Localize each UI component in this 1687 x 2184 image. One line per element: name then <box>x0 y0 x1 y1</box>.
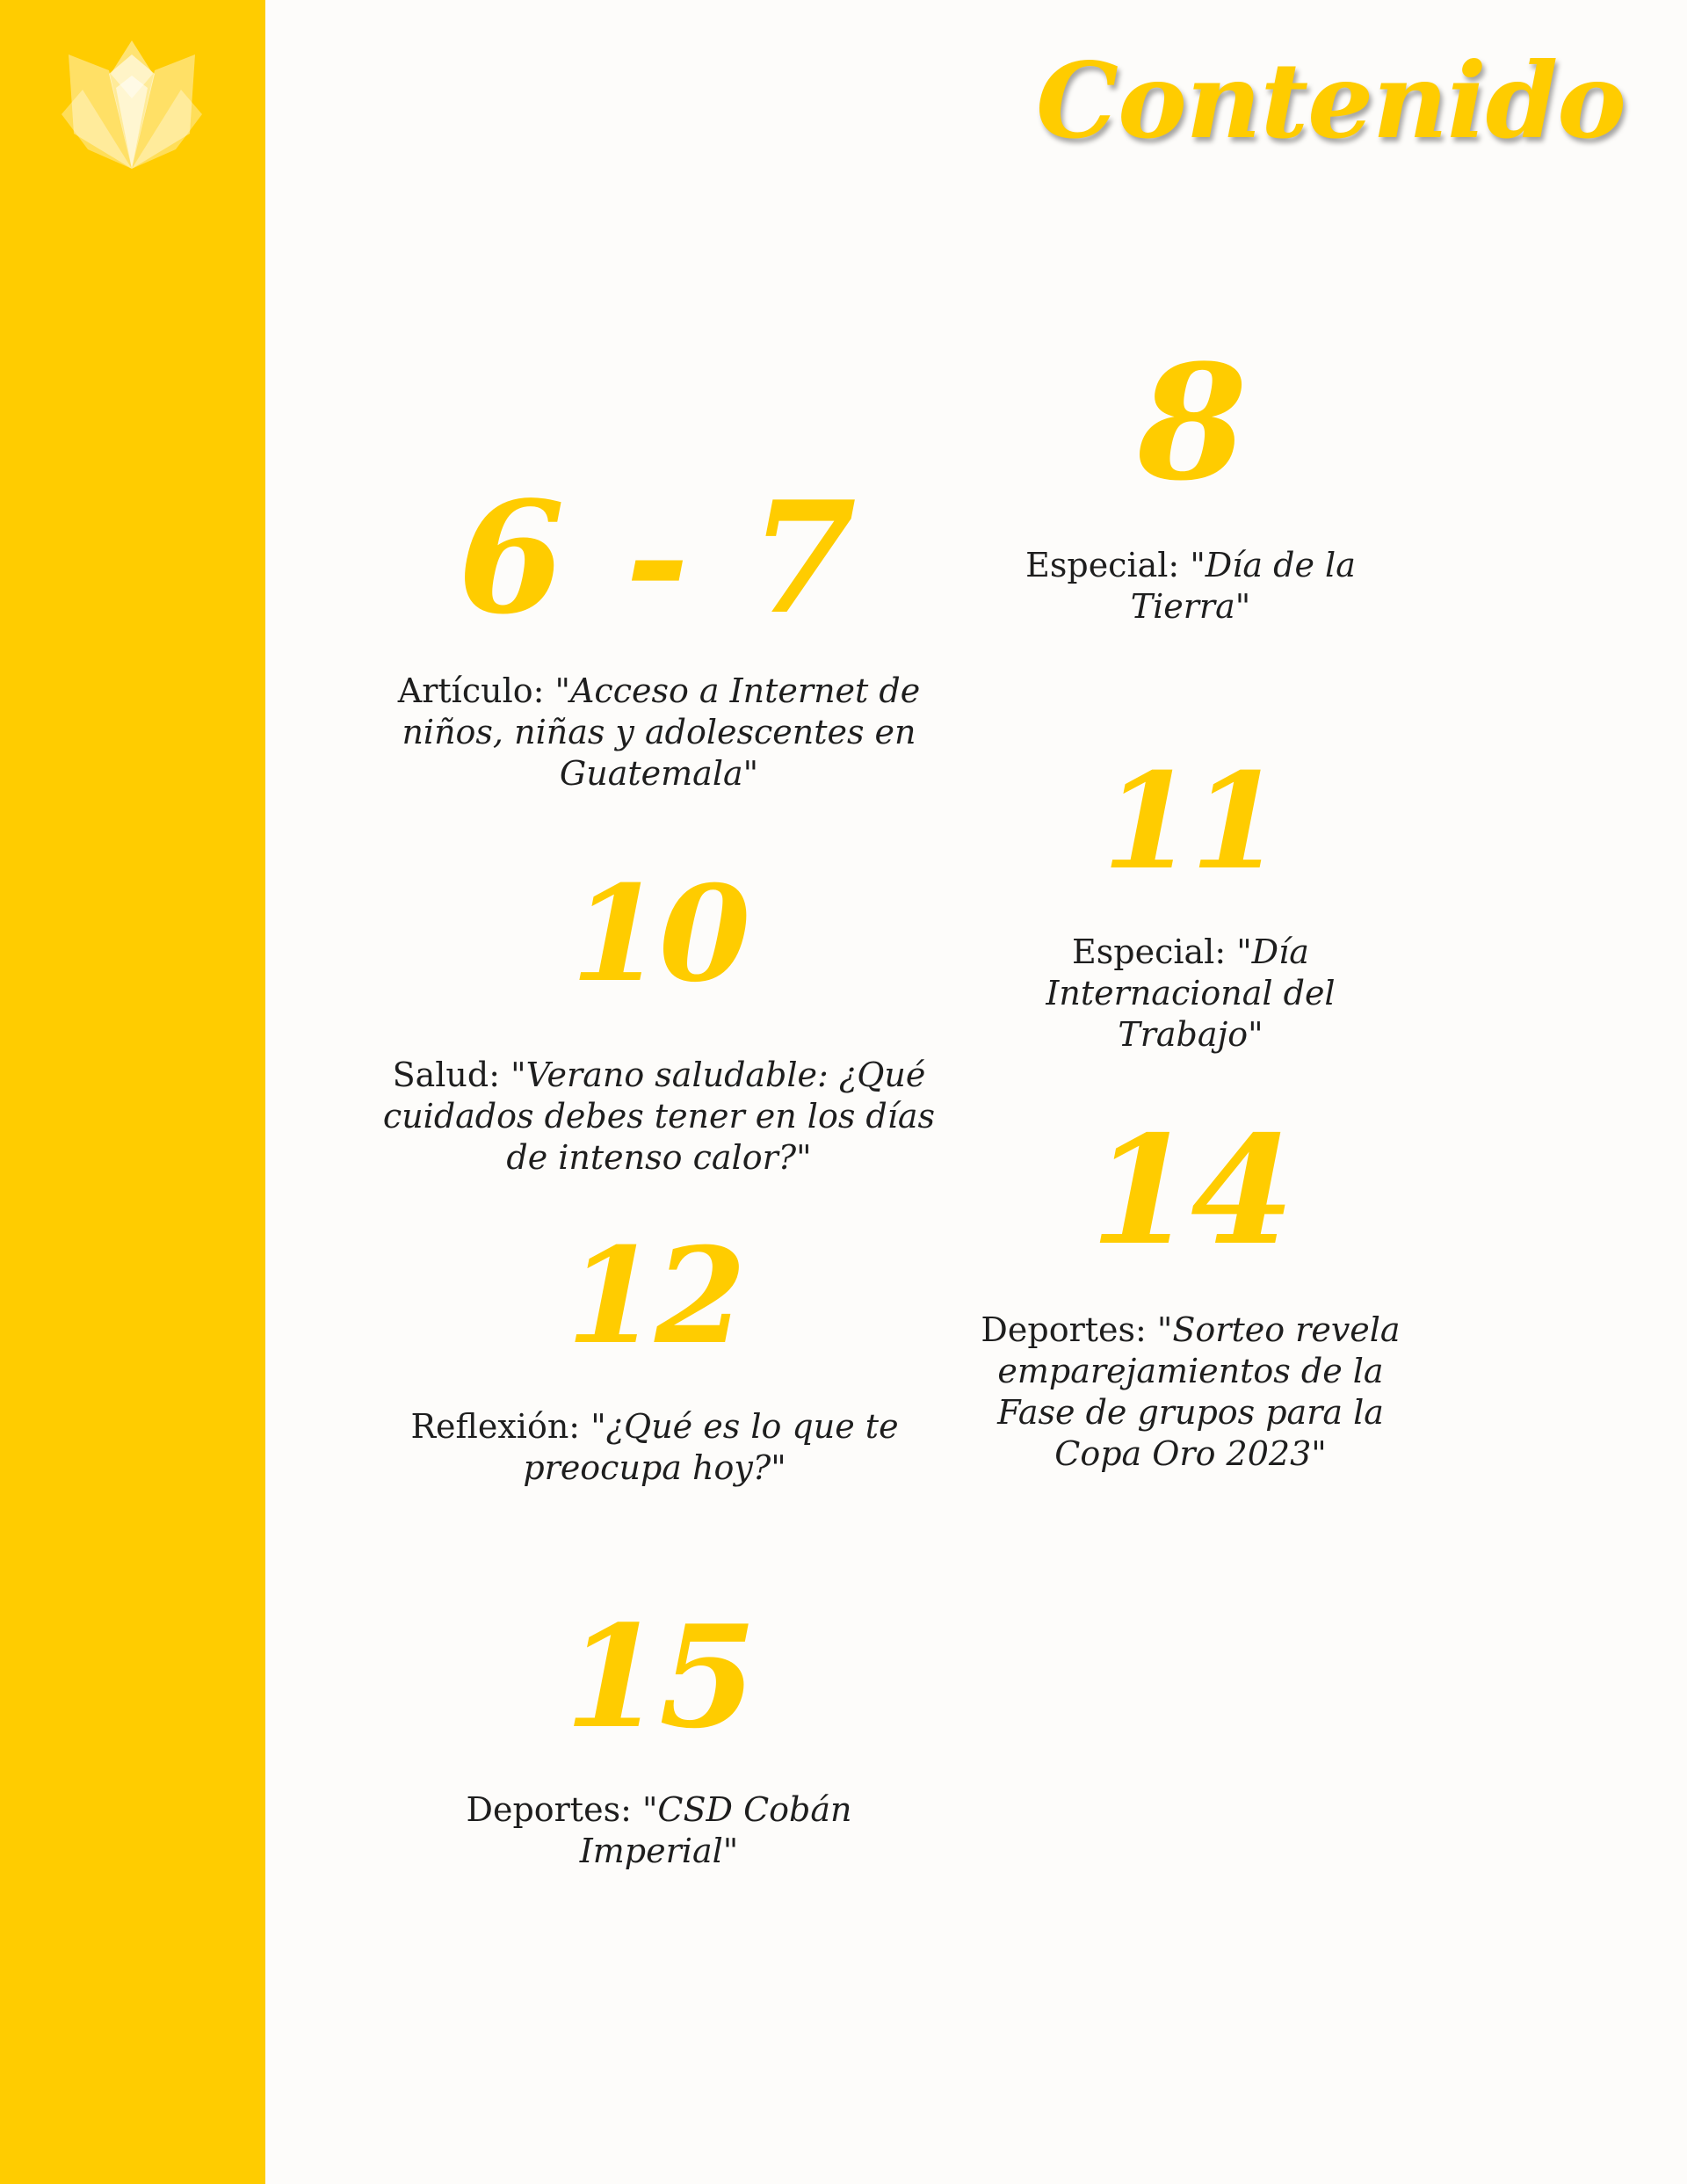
toc-entry <box>993 330 1388 628</box>
page-number: 11 <box>1102 744 1279 899</box>
sidebar-band <box>0 0 265 2184</box>
page-number: 10 <box>570 857 748 1012</box>
page-number: 15 <box>564 1594 754 1760</box>
entry-section: Salud: <box>392 1056 511 1094</box>
toc-entry <box>444 1594 874 1872</box>
toc-entry <box>369 468 949 795</box>
entry-description <box>993 545 1388 628</box>
page-number: 14 <box>1090 1103 1292 1279</box>
entry-section: Artículo: <box>397 671 555 710</box>
entry-section: Especial: <box>1072 932 1237 971</box>
entry-description <box>971 1310 1410 1475</box>
entry-title: "CSD Cobán Imperial" <box>579 1790 852 1870</box>
toc-entry <box>409 1219 901 1489</box>
entry-description <box>369 671 949 795</box>
page-number: 12 <box>566 1219 743 1374</box>
entry-description <box>378 1055 940 1179</box>
entry-title: "Acceso a Internet de niños, niñas y adolescentes en Guatemala" <box>402 671 921 793</box>
entry-description <box>409 1406 901 1489</box>
entry-description <box>444 1789 874 1872</box>
toc-entry <box>971 1103 1410 1475</box>
entry-section: Deportes: <box>466 1790 642 1829</box>
page-number: 6 - 7 <box>457 468 860 649</box>
entry-title: "Sorteo revela emparejamientos de la Fase de grupos para la Copa Oro 2023" <box>997 1310 1401 1473</box>
toc-entry <box>378 857 940 1179</box>
entry-title: "Día Internacional del Trabajo" <box>1046 932 1336 1054</box>
entry-description <box>975 932 1406 1056</box>
toc-entry <box>975 744 1406 1056</box>
entry-title: "Día de la Tierra" <box>1130 546 1356 626</box>
page-title: Contenido <box>1036 40 1625 162</box>
crown-lotus-icon <box>62 37 202 178</box>
page-number: 8 <box>1137 330 1244 516</box>
entry-title: "¿Qué es lo que te preocupa hoy?" <box>523 1407 899 1487</box>
entry-section: Especial: <box>1025 546 1191 584</box>
entry-section: Deportes: <box>981 1310 1157 1349</box>
entry-title: "Verano saludable: ¿Qué cuidados debes tener en los días de intenso calor?" <box>382 1056 936 1177</box>
entry-section: Reflexión: <box>410 1407 591 1446</box>
